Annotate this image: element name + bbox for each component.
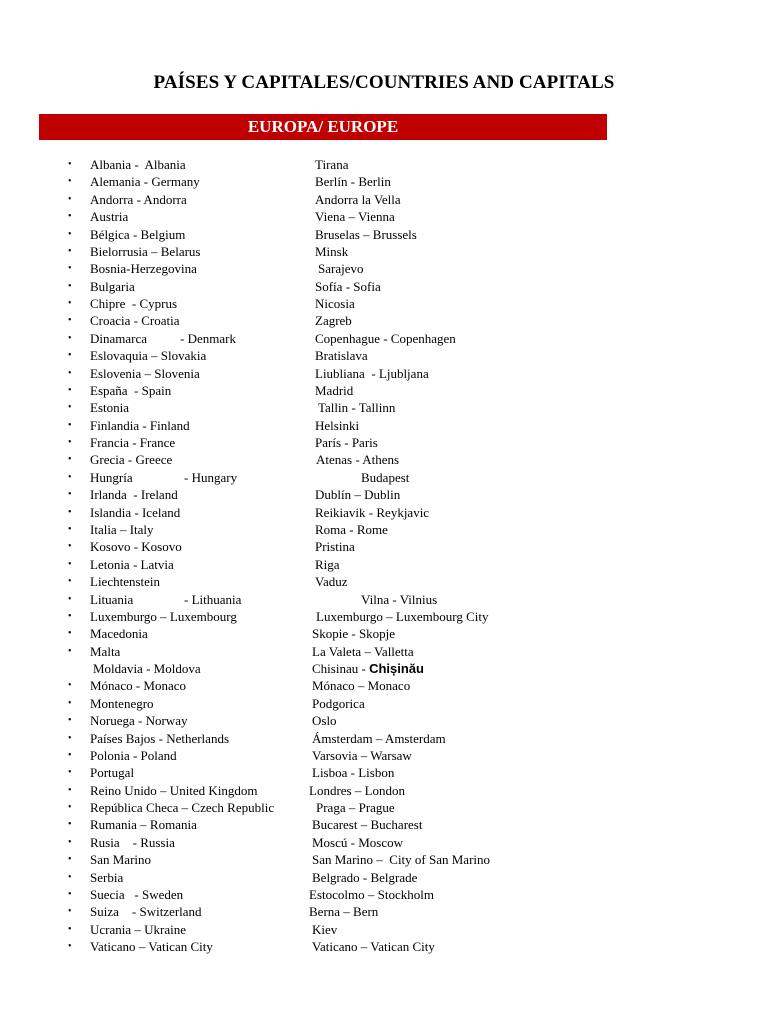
capital-text: Helsinki [315,417,360,433]
country-name: Italia – Italy [90,521,154,537]
capital-text: Tallin - Tallinn [318,400,396,416]
country-name: República Checa – Czech Republic [90,800,275,816]
bullet-icon: • [68,298,72,310]
country-name: Dinamarca [90,330,148,346]
country-name: Letonia - Latvia [90,556,174,572]
bullet-icon: • [68,558,72,570]
bullet-icon: • [68,263,72,275]
capital-text: Vilna - Vilnius [361,591,438,607]
capital-name [312,695,365,712]
list-item [0,382,768,399]
capital-text: Lisboa - Lisbon [312,765,395,781]
capital-name [315,417,359,434]
country-name: Irlanda - Ireland [90,487,178,503]
list-item [0,608,768,625]
capital-text: Vaticano – Vatican City [312,939,435,955]
list-item [0,730,768,747]
capital-text: La Valeta – Valletta [312,643,414,659]
capital-text: Liubliana - Ljubljana [315,365,429,381]
bullet-icon: • [68,506,72,518]
country-name: Chipre - Cyprus [90,296,178,312]
list-item [0,504,768,521]
capital-text: Londres – London [309,782,406,798]
bullet-icon: • [68,193,72,205]
country-name: Andorra - Andorra [90,191,187,207]
capital-name [315,243,348,260]
country-name: Reino Unido – United Kingdom [90,782,258,798]
bullet-icon: • [68,367,72,379]
capital-name [312,869,417,886]
country-name: Bulgaria [90,278,135,294]
country-name: Suiza - Switzerland [90,904,202,920]
capital-text: Chisinau - [312,661,370,677]
bullet-icon: • [68,176,72,188]
list-item [0,695,768,712]
capital-text: Skopie - Skopje [312,626,396,642]
bullet-icon: • [68,628,72,640]
capital-text: Madrid [315,382,354,398]
list-item [0,556,768,573]
list-item [0,243,768,260]
capital-text: Mónaco – Monaco [312,678,411,694]
capital-text: Vaduz [315,574,348,590]
capital-text: Berlín - Berlin [315,174,391,190]
bullet-icon: • [68,680,72,692]
country-name: España - Spain [90,382,172,398]
list-item [0,747,768,764]
country-english-name: - Hungary [184,469,238,485]
country-name: Países Bajos - Netherlands [90,730,230,746]
list-item [0,643,768,660]
section-label: EUROPA/ EUROPE [247,117,399,136]
country-name: Portugal [90,765,135,781]
list-item [0,625,768,642]
list-item [0,208,768,225]
country-name: Rumania – Romania [90,817,197,833]
bullet-icon: • [68,541,72,553]
country-name: Luxemburgo – Luxembourg [90,608,237,624]
country-name: Hungría [90,469,133,485]
capital-name [312,730,446,747]
bullet-icon: • [68,419,72,431]
capital-name [312,712,337,729]
list-item [0,434,768,451]
capital-name [315,191,401,208]
country-name: Alemania - Germany [90,174,200,190]
country-name: Eslovenia – Slovenia [90,365,200,381]
bullet-icon: • [68,471,72,483]
capital-text: Sofía - Sofia [315,278,381,294]
country-name: Liechtenstein [90,574,161,590]
capital-text: Budapest [361,469,410,485]
capital-name [315,365,429,382]
list-item [0,816,768,833]
bullet-icon: • [68,159,72,170]
capital-name [315,173,391,190]
list-item [0,834,768,851]
capital-name [315,434,378,451]
capital-name [312,747,412,764]
list-item [0,799,768,816]
bullet-icon: • [68,280,72,292]
country-name: Grecia - Greece [90,452,173,468]
country-name: Mónaco - Monaco [90,678,187,694]
capital-text: San Marino – City of San Marino [312,852,491,868]
capital-name [318,399,395,416]
list-item [0,521,768,538]
country-name: Lituania [90,591,134,607]
bullet-icon: • [68,593,72,605]
list-item [0,417,768,434]
capital-text: Reikiavik - Reykjavic [315,504,430,520]
country-name: Eslovaquia – Slovakia [90,348,207,364]
capital-text: Luxemburgo – Luxembourg City [316,608,489,624]
country-name: Bosnia-Herzegovina [90,261,197,277]
page-title: PAÍSES Y CAPITALES/COUNTRIES AND CAPITALS [153,72,615,93]
capital-local-name: Chișinău [369,661,424,677]
capital-text: Copenhague - Copenhagen [315,330,456,346]
list-item [0,451,768,468]
bullet-icon: • [68,610,72,622]
capital-name [315,521,388,538]
capital-text: Roma - Rome [315,521,388,537]
capital-text: Kiev [312,921,338,937]
country-name: Francia - France [90,435,176,451]
section-banner [39,114,607,140]
capital-name [312,834,403,851]
bullet-icon: • [68,228,72,240]
bullet-icon: • [68,645,72,657]
list-item [0,886,768,903]
capital-name [318,260,363,277]
capital-name [316,451,399,468]
capital-name [315,330,456,347]
capital-text: Minsk [315,243,349,259]
capital-name [315,573,348,590]
capital-name [316,608,488,625]
capital-name [309,903,378,920]
list-item [0,782,768,799]
capital-name [315,226,417,243]
country-name: San Marino [90,852,152,868]
country-name: Serbia [90,869,124,885]
bullet-icon: • [68,523,72,535]
list-item [0,851,768,868]
list-item [0,226,768,243]
capital-name [315,538,355,555]
country-name: Suecia - Sweden [90,886,184,902]
capital-name [312,625,395,642]
capital-text: Ámsterdam – Amsterdam [312,730,446,746]
capital-name [315,504,429,521]
list-item [0,712,768,729]
list-item [0,573,768,590]
list-item [0,399,768,416]
capital-name [315,556,340,573]
bullet-icon: • [68,854,72,866]
country-name: Estonia [90,400,129,416]
capital-text: Andorra la Vella [315,191,401,207]
capital-name [315,278,381,295]
list-item [0,156,768,173]
capital-name [315,156,348,173]
bullet-icon: • [68,906,72,918]
capital-text: París - Paris [315,435,378,451]
list-item [0,191,768,208]
capital-text: Berna – Bern [309,904,379,920]
country-name: Vaticano – Vatican City [90,939,213,955]
country-name: Moldavia - Moldova [93,661,201,677]
capital-text: Moscú - Moscow [312,834,403,850]
bullet-icon: • [68,749,72,761]
capital-text: Pristina [315,539,355,555]
capital-name [309,782,405,799]
country-name: Noruega - Norway [90,713,188,729]
bullet-icon: • [68,888,72,900]
list-item [0,921,768,938]
capital-text: Sarajevo [318,261,364,277]
bullet-icon: • [68,836,72,848]
capital-text: Belgrado - Belgrade [312,869,418,885]
capital-text: Podgorica [312,695,365,711]
capital-name [315,382,353,399]
capital-text: Bratislava [315,348,368,364]
capital-text: Bruselas – Brussels [315,226,417,242]
capital-name [361,591,437,608]
list-item [0,591,768,608]
capital-text: Praga – Prague [316,800,395,816]
list-item [0,869,768,886]
bullet-icon: • [68,923,72,935]
capital-name [312,660,424,677]
country-name: Bielorrusia – Belarus [90,243,201,259]
list-item [0,330,768,347]
capital-text: Oslo [312,713,337,729]
bullet-icon: • [68,802,72,814]
list-item [0,486,768,503]
capital-name [361,469,409,486]
capital-text: Dublín – Dublin [315,487,401,503]
capital-name [315,312,352,329]
list-item [0,312,768,329]
bullet-icon: • [68,211,72,223]
bullet-icon: • [68,576,72,588]
capital-name [312,764,394,781]
country-name: Ucrania – Ukraine [90,921,187,937]
capital-text: Riga [315,556,340,572]
country-english-name: - Denmark [180,330,236,346]
capital-text: Zagreb [315,313,352,329]
country-name: Kosovo - Kosovo [90,539,182,555]
bullet-icon: • [68,315,72,327]
capital-name [315,208,395,225]
list-item [0,938,768,955]
bullet-icon: • [68,489,72,501]
capital-name [312,643,414,660]
capital-text: Bucarest – Bucharest [312,817,423,833]
list-item [0,173,768,190]
capital-name [312,938,435,955]
country-name: Albania - Albania [90,157,186,172]
list-item [0,365,768,382]
capital-name [315,347,368,364]
capital-name [315,486,400,503]
bullet-icon: • [68,350,72,362]
bullet-icon: • [68,437,72,449]
bullet-icon: • [68,697,72,709]
capital-text: Varsovia – Warsaw [312,747,412,763]
country-name: Montenegro [90,695,154,711]
capital-name [309,886,434,903]
bullet-icon: • [68,767,72,779]
bullet-icon: • [68,871,72,883]
list-item [0,469,768,486]
bullet-icon: • [68,732,72,744]
list-item [0,660,768,677]
bullet-icon: • [68,384,72,396]
bullet-icon: • [68,819,72,831]
bullet-icon: • [68,454,72,466]
list-item [0,295,768,312]
capital-text: Tirana [315,157,349,172]
country-name: Polonia - Poland [90,747,177,763]
capital-name [312,677,410,694]
bullet-icon: • [68,332,72,344]
capital-text: Nicosia [315,296,355,312]
country-name: Rusia - Russia [90,834,175,850]
list-item [0,347,768,364]
country-name: Bélgica - Belgium [90,226,186,242]
bullet-icon: • [68,941,72,953]
capital-name [312,851,490,868]
bullet-icon: • [68,784,72,796]
capital-name [316,799,395,816]
list-item [0,903,768,920]
country-name: Croacia - Croatia [90,313,180,329]
capital-text: Estocolmo – Stockholm [309,886,434,902]
bullet-icon: • [68,245,72,257]
bullet-icon: • [68,715,72,727]
list-item [0,538,768,555]
country-english-name: - Lithuania [184,591,242,607]
country-name: Islandia - Iceland [90,504,181,520]
capital-text: Atenas - Athens [316,452,400,468]
country-name: Macedonia [90,626,148,642]
capital-text: Viena – Vienna [315,209,395,225]
bullet-icon: • [68,402,72,414]
list-item [0,764,768,781]
capital-name [312,921,337,938]
country-name: Malta [90,643,121,659]
capital-name [312,816,422,833]
capital-name [315,295,355,312]
country-name: Austria [90,209,129,225]
list-item [0,677,768,694]
list-item [0,278,768,295]
country-name: Finlandia - Finland [90,417,190,433]
list-item [0,260,768,277]
